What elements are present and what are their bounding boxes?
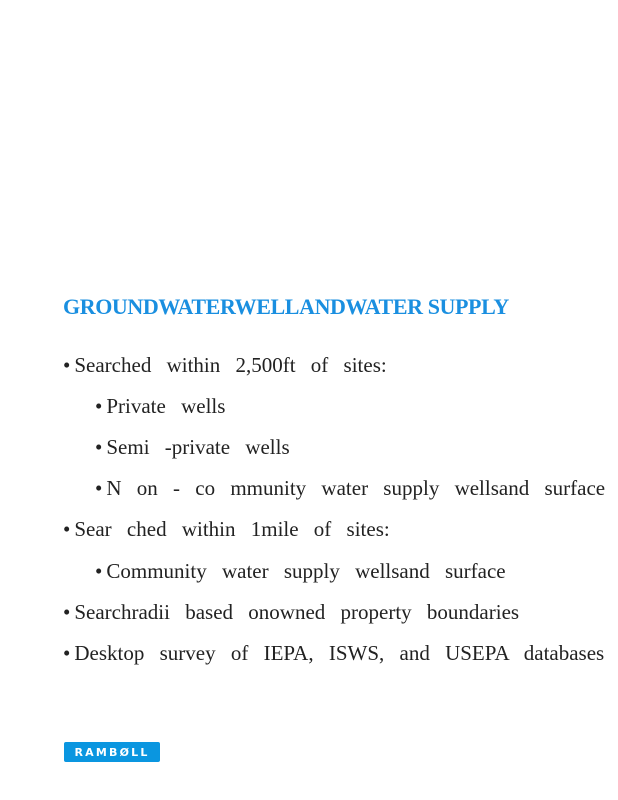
bullet-dot: • [63,600,71,624]
bullet-dot: • [95,435,103,459]
bullet-text: Desktop survey of IEPA, ISWS, and USEPA databases [74,641,605,665]
slide-title: GROUNDWATERWELLANDWATER SUPPLY [63,294,509,319]
bullet-item [63,353,387,377]
bullet-item [95,435,290,459]
bullet-dot: • [95,394,103,418]
bullet-item [95,476,605,500]
bullet-dot: • [95,559,103,583]
logo-text: RAMBØLL [74,745,150,759]
bullet-text: Community water supply wellsand surface [106,559,506,583]
bullet-dot: • [63,353,71,377]
bullet-text: Semi -private wells [106,435,290,459]
bullet-text: Sear ched within 1mile of sites: [74,517,390,541]
bullet-item [95,559,506,583]
bullet-text: N on - co mmunity water supply wellsand surface [106,476,606,500]
bullet-dot: • [63,517,71,541]
bullet-item [95,394,225,418]
bullet-text: Private wells [106,394,226,418]
ramboll-logo [64,742,160,762]
bullet-item [63,641,604,665]
bullet-text: Searchradii based onowned property boundaries [74,600,520,624]
bullet-dot: • [63,641,71,665]
bullet-item [63,517,390,541]
bullet-item [63,600,519,624]
bullet-text: Searched within 2,500ft of sites: [74,353,387,377]
bullet-dot: • [95,476,103,500]
